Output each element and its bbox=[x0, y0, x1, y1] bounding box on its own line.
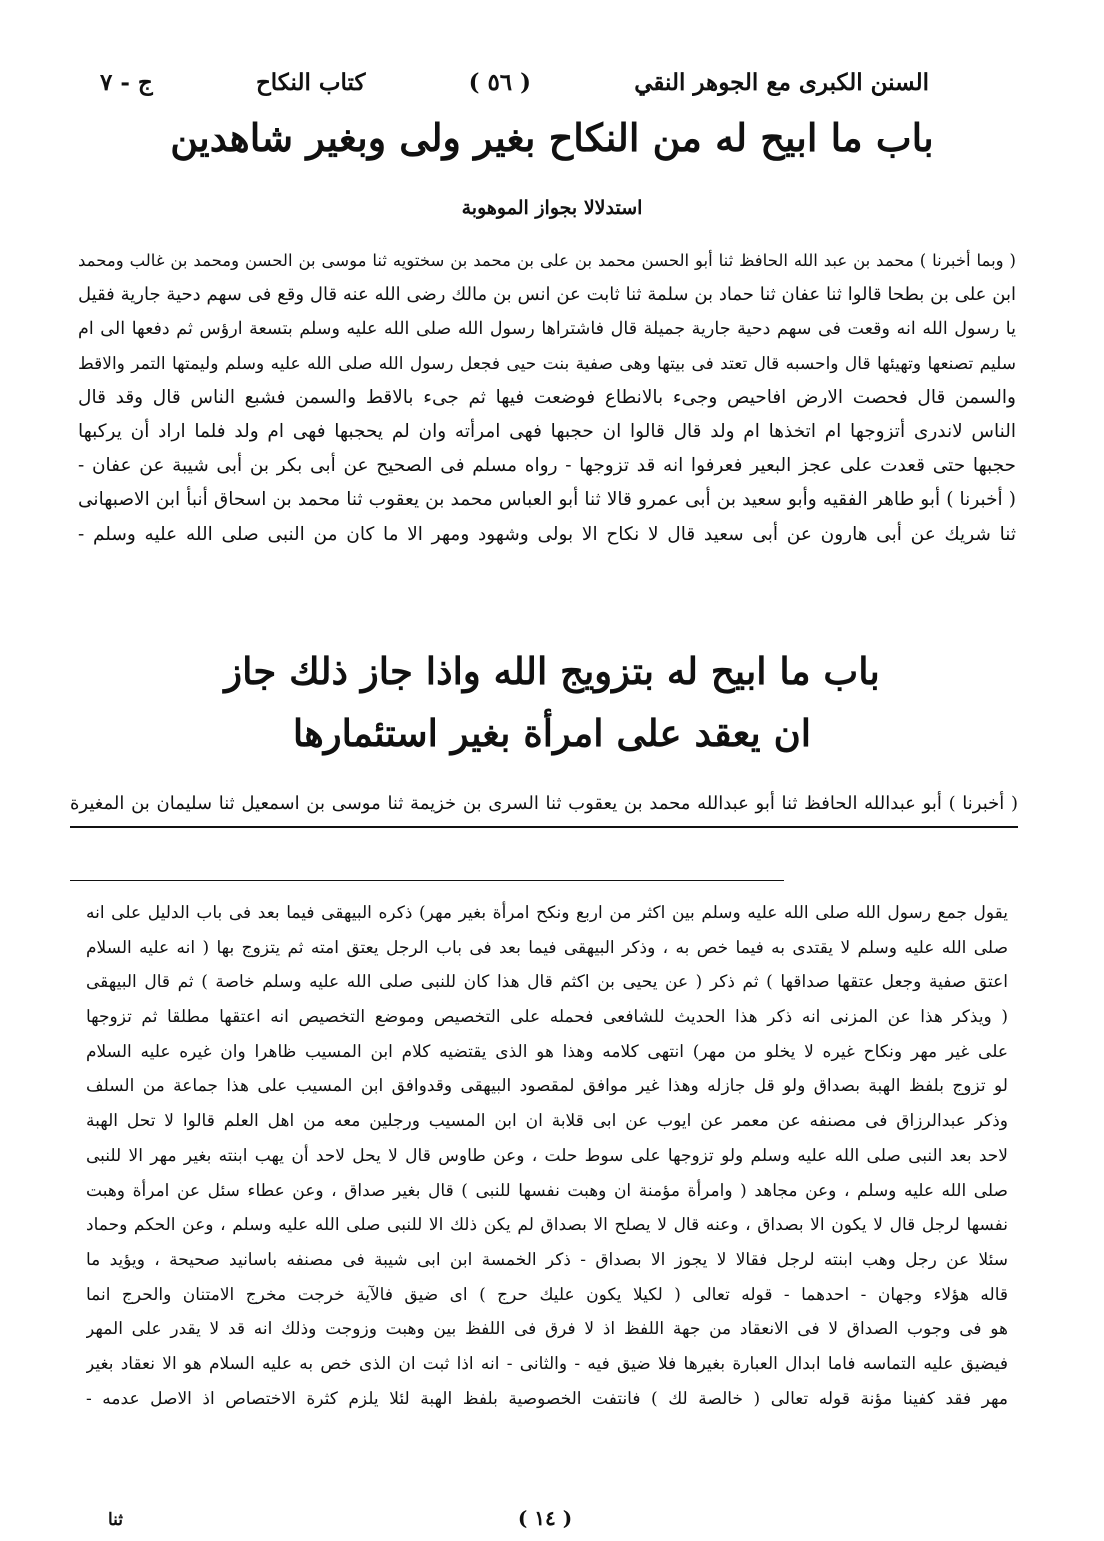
footnote-line: على غير مهر ونكاح غيره لا يخلو من مهر) انتهى كلامه وهذا هو الذى يقتضيه كلام ابن المسيب ظاهرا وان غيره عليه السلام bbox=[86, 1041, 1008, 1062]
chapter-title: باب ما ابيح له من النكاح بغير ولى وبغير شاهدين bbox=[170, 115, 934, 160]
footnote-line: يقول جمع رسول الله صلى الله عليه وسلم بين اكثر من اربع ونكح امرأة بغير مهر) ذكره البيهقى فيما بعد فى باب الدليل على انه bbox=[86, 903, 1008, 923]
main-text-line: حجبها حتى قعدت على عجز البعير فعرفوا انه قد تزوجها - رواه مسلم فى الصحيح عن أبى بكر بن أبى شيبة عن عفان - bbox=[78, 455, 1016, 477]
section-title-line: باب ما ابيح له بتزويج الله واذا جاز ذلك جاز bbox=[224, 649, 880, 693]
text-divider bbox=[70, 826, 1018, 828]
header-section: كتاب النكاح bbox=[255, 68, 366, 96]
footnote-block bbox=[86, 896, 1008, 1416]
section-first-line: ( أخبرنا ) أبو عبدالله الحافظ ثنا أبو عبدالله محمد بن يعقوب ثنا السرى بن خزيمة ثنا موسى بن اسمعيل ثنا سليمان بن المغيرة bbox=[70, 793, 1018, 814]
section-title-line: ان يعقد على امرأة بغير استئمارها bbox=[292, 711, 812, 755]
footnote-line: صلى الله عليه وسلم ، وعن مجاهد ( وامرأة مؤمنة ان وهبت نفسها للنبى ) قال بغير صداق ، وعن عطاء سئل عن امرأة وهبت bbox=[86, 1180, 1008, 1201]
footnote-line: صلى الله عليه وسلم لا يقتدى به فيما خص به ، وذكر البيهقى فيما بعد فى باب الرجل يعتق امته ثم يتزوج بها ( انه عليه السلام bbox=[86, 937, 1008, 958]
header-page-ref: ( ٥٦ ) bbox=[468, 68, 532, 96]
main-text-line: ابن على بن بطحا قالوا ثنا عفان ثنا حماد بن سلمة ثنا ثابت عن انس بن مالك رضى الله عنه قال وقع فى سهم دحية جارية فقيل bbox=[78, 284, 1016, 306]
footnote-line: مهر فقد كفينا مؤنة قوله تعالى ( خالصة لك ) فانتفت الخصوصية بلفظ الهبة لئلا يلزم كثرة الاختصاص اذ الاصل عدمه - bbox=[86, 1388, 1008, 1409]
section-title bbox=[100, 640, 1004, 764]
header-volume: ج - ٧ bbox=[100, 68, 153, 96]
catchword: ثنا bbox=[108, 1510, 124, 1530]
main-text-line: سليم تصنعها وتهيئها قال واحسبه قال تعتد فى بيتها وهى صفية بنت حيى فجعل رسول الله صلى الله عليه وسلم وليمتها التمر والاقط bbox=[78, 353, 1016, 374]
footnote-divider bbox=[70, 880, 784, 881]
main-text-line: الناس لاندرى أتزوجها ام اتخذها ام ولد قال قالوا ان حجبها فهى امرأته وان لم يحجبها فهى ام ولد فلما اراد أن يركبها bbox=[78, 420, 1016, 442]
footnote-line: ( ويذكر هذا عن المزنى انه ذكر هذا الحديث للشافعى فحمله على التخصيص وموضع التخصيص انه اعتقها مطلقا ثم تزوجها bbox=[86, 1007, 1008, 1028]
running-header bbox=[100, 62, 929, 102]
footnote-line: لاحد بعد النبى صلى الله عليه وسلم ولو تزوجها على سوط حلت ، وعن طاوس قال لا يحل لاحد أن يهب ابنته بغير مهر الا للنبى bbox=[86, 1145, 1008, 1166]
main-text-line: يا رسول الله انه وقعت فى سهم دحية جارية جميلة قال فاشتراها رسول الله صلى الله عليه وسلم بتسعة ارؤس ثم دفعها الى ام bbox=[78, 319, 1016, 340]
footnote-line: اعتق صفية وجعل عتقها صداقها ) ثم ذكر ( عن يحيى بن اكثم قال هذا كان للنبى صلى الله عليه وسلم خاصة ) ثم قال البيهقى bbox=[86, 972, 1008, 993]
chapter-subtitle: استدلالا بجواز الموهوبة bbox=[461, 197, 643, 219]
main-text-line: ( وبما أخبرنا ) محمد بن عبد الله الحافظ ثنا أبو الحسن محمد بن على بن محمد بن سختويه ثنا موسى بن الحسن ومحمد بن غالب ومحمد bbox=[78, 251, 1016, 270]
main-text-line: والسمن قال فحصت الارض افاحيص وجىء بالانطاع فوضعت فيها ثم جىء بالاقط والسمن فشبع الناس قال وقد قال bbox=[78, 386, 1016, 408]
main-text-line: ثنا شريك عن أبى هارون عن أبى سعيد قال لا نكاح الا بولى وشهود ومهر الا ما كان من النبى صلى الله عليه وسلم - bbox=[78, 523, 1016, 545]
footnote-line: لو تزوج بلفظ الهبة بصداق ولو قل جازله وهذا غير موافق لمقصود البيهقى وقدوافق ابن المسيب على هذا جماعة من السلف bbox=[86, 1076, 1008, 1097]
footnote-line: نفسها لرجل قال لا يكون الا بصداق ، وعنه قال لا يصلح الا بصداق لم يكن ذلك الا للنبى صلى الله عليه وسلم ، وعن الحكم وحماد bbox=[86, 1215, 1008, 1236]
main-text-line: ( أخبرنا ) أبو طاهر الفقيه وأبو سعيد بن أبى عمرو قالا ثنا أبو العباس محمد بن يعقوب ثنا محمد بن اسحاق أنبأ ابن الاصبهانى bbox=[78, 489, 1016, 511]
header-book-title: السنن الكبرى مع الجوهر النقي bbox=[634, 68, 929, 96]
footnote-line: وذكر عبدالرزاق فى مصنفه عن معمر عن ايوب عن ابى قلابة ان ابن المسيب ورجلين معه من اهل العلم قالوا لا تحل الهبة bbox=[86, 1111, 1008, 1132]
page-number: ( ١٤ ) bbox=[517, 1506, 573, 1530]
footnote-line: سئلا عن رجل وهب ابنته لرجل فقالا لا يجوز الا بصداق - ذكر الخمسة ابن ابى شيبة فى مصنفه باسانيد صحيحة ، ويؤيد ما bbox=[86, 1249, 1008, 1270]
main-text-block bbox=[78, 244, 1016, 552]
footnote-line: قاله هؤلاء وجهان - احدهما - قوله تعالى ( لكيلا يكون عليك حرج ) اى ضيق فالآية خرجت مخرج الامتنان والحرج انما bbox=[86, 1284, 1008, 1305]
footnote-line: فيضيق عليه التماسه فاما ابدال العبارة بغيرها فلا ضيق فيه - والثانى - انه اذا ثبت ان الذى خص به عليه السلام هو الا نعقاد بغير bbox=[86, 1353, 1008, 1374]
footnote-line: هو فى وجوب الصداق لا فى الانعقاد من جهة اللفظ اذ لا فرق فى اللفظ بين وهبت وزوجت وذلك انه قد لا يقدر على المهر bbox=[86, 1319, 1008, 1340]
